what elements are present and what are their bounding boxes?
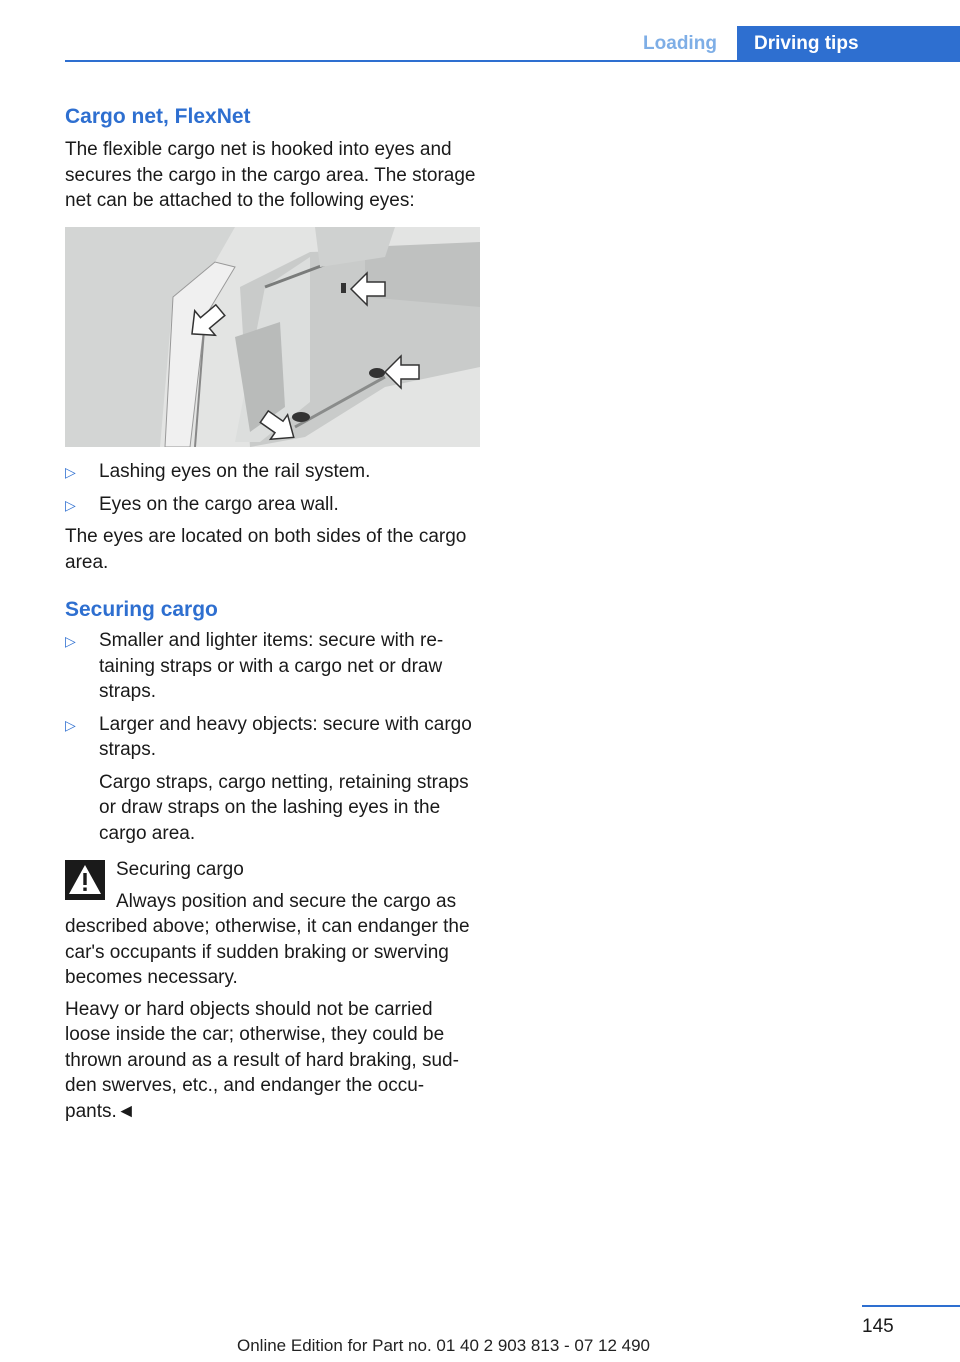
edition-footer: Online Edition for Part no. 01 40 2 903 813 - 07 12 490 <box>237 1336 651 1355</box>
list-item-text: Smaller and lighter items: secure with retaining straps or with a cargo net or draw straps. <box>99 630 444 702</box>
bullet-triangle-icon: ▷ <box>65 633 76 649</box>
bullet-triangle-icon: ▷ <box>65 464 76 480</box>
list-item <box>65 459 483 485</box>
section-securing-cargo <box>65 597 483 846</box>
section-title-securing-cargo: Securing cargo <box>65 598 218 621</box>
warning-block <box>65 857 483 1124</box>
cargo-net-intro: The flexible cargo net is hooked into eyes and secures the cargo in the cargo area. The storage net can be attached to the following eyes: <box>65 139 476 211</box>
list-item <box>65 628 483 705</box>
list-item <box>65 492 483 518</box>
bullet-triangle-icon: ▷ <box>65 716 76 733</box>
section-title-cargo-net: Cargo net, FlexNet <box>65 105 251 128</box>
footer-rule <box>862 1305 960 1307</box>
bullet-triangle-icon: ▷ <box>65 496 76 513</box>
warning-text-2: Heavy or hard objects should not be carried loose inside the car; otherwise, they could be thrown around as a result of hard braking, sudden swerves, etc., and endanger the occupants.◄ <box>65 998 459 1122</box>
warning-text: Always position and secure the cargo as described above; otherwise, it can endanger the car's occupants if sudden braking or swerving becomes necessary. <box>65 890 470 988</box>
lashing-eyes-list <box>65 459 483 575</box>
tab-loading[interactable]: Loading <box>643 33 717 54</box>
list-item <box>65 712 483 763</box>
page-number: 145 <box>862 1316 894 1337</box>
tab-driving-tips[interactable]: Driving tips <box>737 26 960 62</box>
list-item-text: Eyes on the cargo area wall. <box>99 493 339 515</box>
list-item-text: Lashing eyes on the rail system. <box>99 461 371 482</box>
eyes-location-note: The eyes are located on both sides of the cargo area. <box>65 526 467 573</box>
list-item-text: Larger and heavy objects: secure with cargo straps. <box>99 713 472 760</box>
cargo-area-illustration <box>65 227 480 447</box>
warning-title: Securing cargo <box>116 859 244 880</box>
section-cargo-net <box>65 104 483 214</box>
list-item-subtext: Cargo straps, cargo netting, retaining straps or draw straps on the lashing eyes in the cargo area. <box>99 771 469 844</box>
